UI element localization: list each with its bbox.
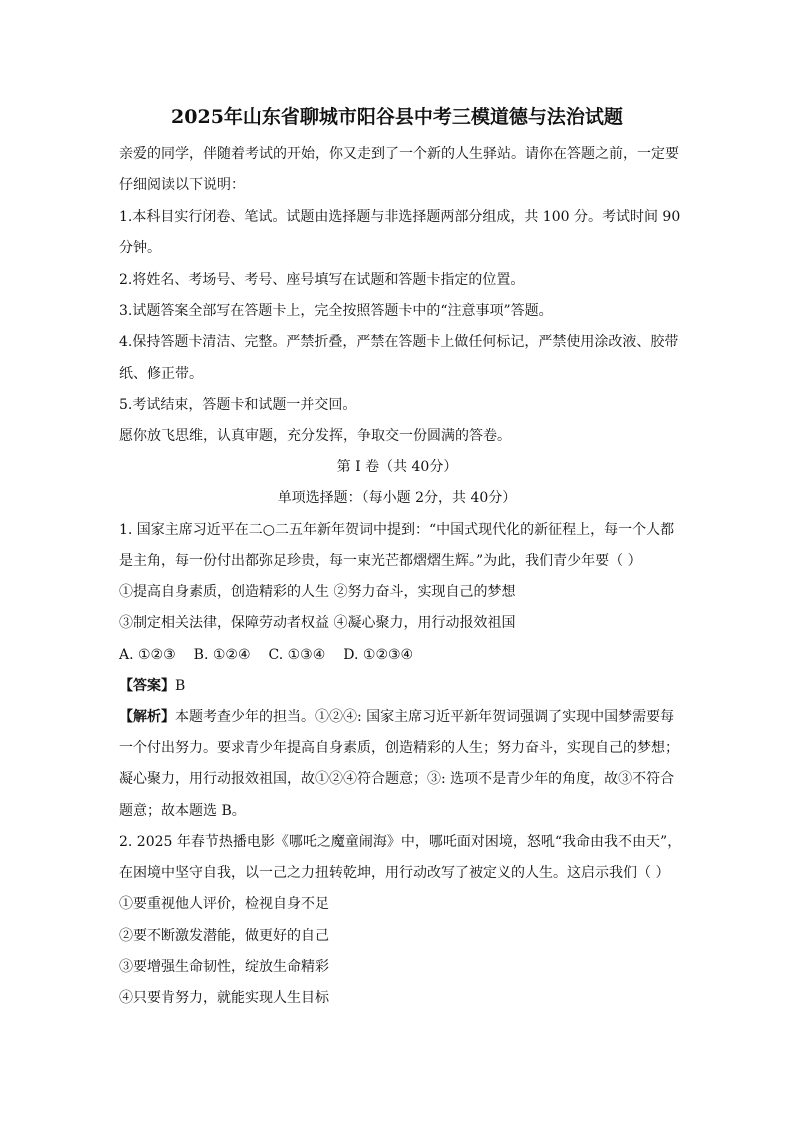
q1-option-b: B. ①②④ [193,647,251,663]
q1-analysis-1 [119,707,674,727]
instruction-4a: 4.保持答题卡清洁、完整。严禁折叠，严禁在答题卡上做任何标记，严禁使用涂改液、胶带 [119,334,679,350]
intro-wish: 愿你放飞思维，认真审题，充分发挥，争取交一份圆满的答卷。 [119,428,511,444]
q1-options [119,645,431,665]
q1-analysis-4: 题意；故本题选 B。 [119,803,246,819]
q1-stem-2: 是主角，每一份付出都弥足珍贵，每一束光芒都熠熠生辉。”为此，我们青少年要（ ） [119,553,642,569]
analysis-label: 【解析】 [119,709,175,725]
instruction-2: 2.将姓名、考场号、考号、座号填写在试题和答题卡指定的位置。 [119,272,525,288]
instruction-3: 3.试题答案全部写在答题卡上，完全按照答题卡中的“注意事项”答题。 [119,303,553,319]
q1-statement-row-2: ③制定相关法律，保障劳动者权益 ④凝心聚力，用行动报效祖国 [119,615,516,631]
intro-line-1: 亲爱的同学，伴随着考试的开始，你又走到了一个新的人生驿站。请你在答题之前，一定要 [119,146,679,162]
instruction-1a: 1.本科目实行闭卷、笔试。试题由选择题与非选择题两部分组成，共 100 分。考试时间 90 [119,209,681,225]
q2-stem-2: 在困境中坚守自我，以一己之力扭转乾坤，用行动改写了被定义的人生。这启示我们（ ） [119,865,670,881]
q2-stem-1: 2. 2025 年春节热播电影《哪吒之魔童闹海》中，哪吒面对困境，怒吼“我命由我不由天”， [119,834,682,850]
q1-stem-1: 1. 国家主席习近平在二○二五年新年贺词中提到：“中国式现代化的新征程上，每一个人都 [119,522,675,538]
q1-option-d: D. ①②③④ [343,647,414,663]
q2-statement-2: ②要不断激发潜能，做更好的自己 [119,928,329,944]
intro-line-2: 仔细阅读以下说明： [119,177,245,193]
q2-statement-1: ①要重视他人评价，检视自身不足 [119,896,329,912]
q1-option-c: C. ①③④ [268,647,326,663]
section-title: 第 I 卷（共 40分） [336,459,458,475]
q2-statement-4: ④只要肯努力，就能实现人生目标 [119,990,329,1006]
instruction-5: 5.考试结束，答题卡和试题一并交回。 [119,397,357,413]
q1-answer [119,676,185,696]
section-subtitle: 单项选择题：（每小题 2分，共 40分） [277,490,517,506]
analysis-text: 本题考查少年的担当。①②④: 国家主席习近平新年贺词强调了实现中国梦需要每 [175,709,675,725]
answer-label: 【答案】 [119,678,175,694]
exam-title: 2025年山东省聊城市阳谷县中考三模道德与法治试题 [171,106,623,128]
instruction-4b: 纸、修正带。 [119,366,203,382]
q1-analysis-3: 凝心聚力，用行动报效祖国，故①②④符合题意；③: 选项不是青少年的角度，故③不符合 [119,771,675,787]
q1-statement-row-1: ①提高自身素质，创造精彩的人生 ②努力奋斗，实现自己的梦想 [119,584,516,600]
q2-statement-3: ③要增强生命韧性，绽放生命精彩 [119,959,329,975]
instruction-1b: 分钟。 [119,240,161,256]
answer-value: B [175,678,186,694]
q1-analysis-2: 一个付出努力。要求青少年提高自身素质，创造精彩的人生；努力奋斗，实现自己的梦想； [119,740,679,756]
q1-option-a: A. ①②③ [119,647,176,663]
